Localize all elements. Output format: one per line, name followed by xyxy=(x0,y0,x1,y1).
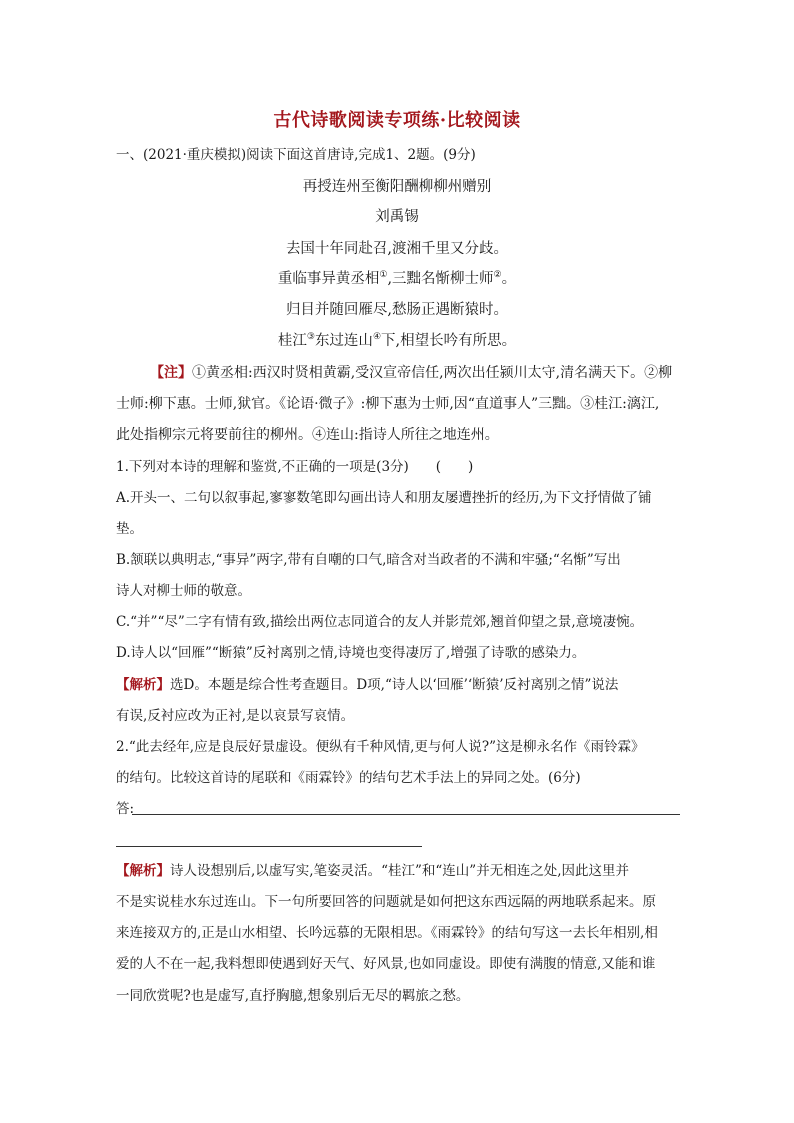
section-intro: 一、(2021·重庆模拟)阅读下面这首唐诗,完成1、2题。(9分) xyxy=(116,147,476,163)
option-b-line-2: 诗人对柳士师的敬意。 xyxy=(116,583,251,599)
note-line-3: 此处指柳宗元将要前往的柳州。④连山:指诗人所往之地连州。 xyxy=(116,427,499,443)
question-2-analysis-line-2: 不是实说桂水东过连山。下一句所要回答的问题就是如何把这东西远隔的两地联系起来。原 xyxy=(116,894,656,910)
poem-title: 再授连州至衡阳酬柳柳州赠别 xyxy=(302,179,492,195)
option-a-line-2: 垫。 xyxy=(116,521,143,537)
poem-line-2-part-a: 重临事异黄丞相 xyxy=(277,271,380,287)
footnote-marker-1: ① xyxy=(379,270,388,281)
poem-line-2 xyxy=(0,270,794,288)
poem-line-2-part-b: ,三黜名惭柳士师 xyxy=(387,271,494,287)
note-text-1: ①黄丞相:西汉时贤相黄霸,受汉宣帝信任,两次出任颍川太守,清名满天下。②柳 xyxy=(192,365,673,381)
question-1-analysis-line-2: 有误,反衬应改为正衬,是以哀景写哀情。 xyxy=(116,708,355,724)
analysis-label: 【解析】 xyxy=(116,863,170,879)
poem-line-3: 归目并随回雁尽,愁肠正遇断猿时。 xyxy=(285,302,509,318)
analysis-text-1: 诗人设想别后,以虚写实,笔姿灵活。“桂江”和“连山”并无相连之处,因此这里并 xyxy=(170,863,629,879)
question-2-stem-2: 的结句。比较这首诗的尾联和《雨霖铃》的结句艺术手法上的异同之处。(6分) xyxy=(116,770,581,786)
poem-line-4 xyxy=(0,332,794,350)
question-2-stem-1: 2.“此去经年,应是良辰好景虚设。便纵有千种风情,更与何人说?”这是柳永名作《雨铃霖》 xyxy=(116,739,645,755)
poem-line-1: 去国十年同赴召,渡湘千里又分歧。 xyxy=(285,241,509,257)
note-label: 【注】 xyxy=(150,365,192,381)
question-2-analysis-line-1 xyxy=(116,862,682,880)
question-2-analysis-line-4: 爱的人不在一起,我料想即使遇到好天气、好风景,也如同虚设。即使有满腹的情意,又能和谁 xyxy=(116,956,656,972)
footnote-marker-4: ④ xyxy=(372,332,382,343)
answer-line[interactable] xyxy=(132,814,680,815)
footnote-marker-3: ③ xyxy=(306,332,315,343)
answer-line-2[interactable] xyxy=(116,846,422,847)
question-2-analysis-line-5: 一同欣赏呢?也是虚写,直抒胸臆,想象别后无尽的羁旅之愁。 xyxy=(116,988,470,1004)
poem-line-4-part-a: 桂江 xyxy=(277,333,307,349)
answer-label: 答: xyxy=(116,801,135,817)
note-line-2: 士师:柳下惠。士师,狱官。《论语·微子》:柳下惠为士师,因“直道事人”三黜。③桂江:漓江, xyxy=(116,396,660,412)
question-1-analysis-line-1 xyxy=(116,676,682,694)
analysis-text-1: 选D。本题是综合性考查题目。D项,“诗人以‘回雁’‘断猿’反衬离别之情”说法 xyxy=(170,677,619,693)
poem-author: 刘禹锡 xyxy=(375,209,419,225)
option-b-line-1: B.颔联以典明志,“事异”两字,带有自嘲的口气,暗含对当政者的不满和牢骚;“名惭”写出 xyxy=(116,552,621,568)
poem-line-4-part-b: 东过连山 xyxy=(314,333,373,349)
note-line-1 xyxy=(150,364,682,382)
poem-line-4-part-c: 下,相望长吟有所思。 xyxy=(381,333,517,349)
analysis-label: 【解析】 xyxy=(116,677,170,693)
question-2-analysis-line-3: 来连接双方的,正是山水相望、长吟远慕的无限相思。《雨霖铃》的结句写这一去长年相别,相 xyxy=(116,925,658,941)
option-c: C.“并”“尽”二字有情有致,描绘出两位志同道合的友人并影荒郊,翘首仰望之景,意境凄惋。 xyxy=(116,614,644,630)
poem-line-2-part-c: 。 xyxy=(501,271,517,287)
page-title: 古代诗歌阅读专项练·比较阅读 xyxy=(273,110,521,131)
option-d: D.诗人以“回雁”“断猿”反衬离别之情,诗境也变得凄厉了,增强了诗歌的感染力。 xyxy=(116,645,586,661)
question-1-stem: 1.下列对本诗的理解和鉴赏,不正确的一项是(3分) ( ) xyxy=(116,459,474,475)
option-a-line-1: A.开头一、二句以叙事起,寥寥数笔即勾画出诗人和朋友屡遭挫折的经历,为下文抒情做了铺 xyxy=(116,490,652,506)
footnote-marker-2: ② xyxy=(493,270,502,281)
